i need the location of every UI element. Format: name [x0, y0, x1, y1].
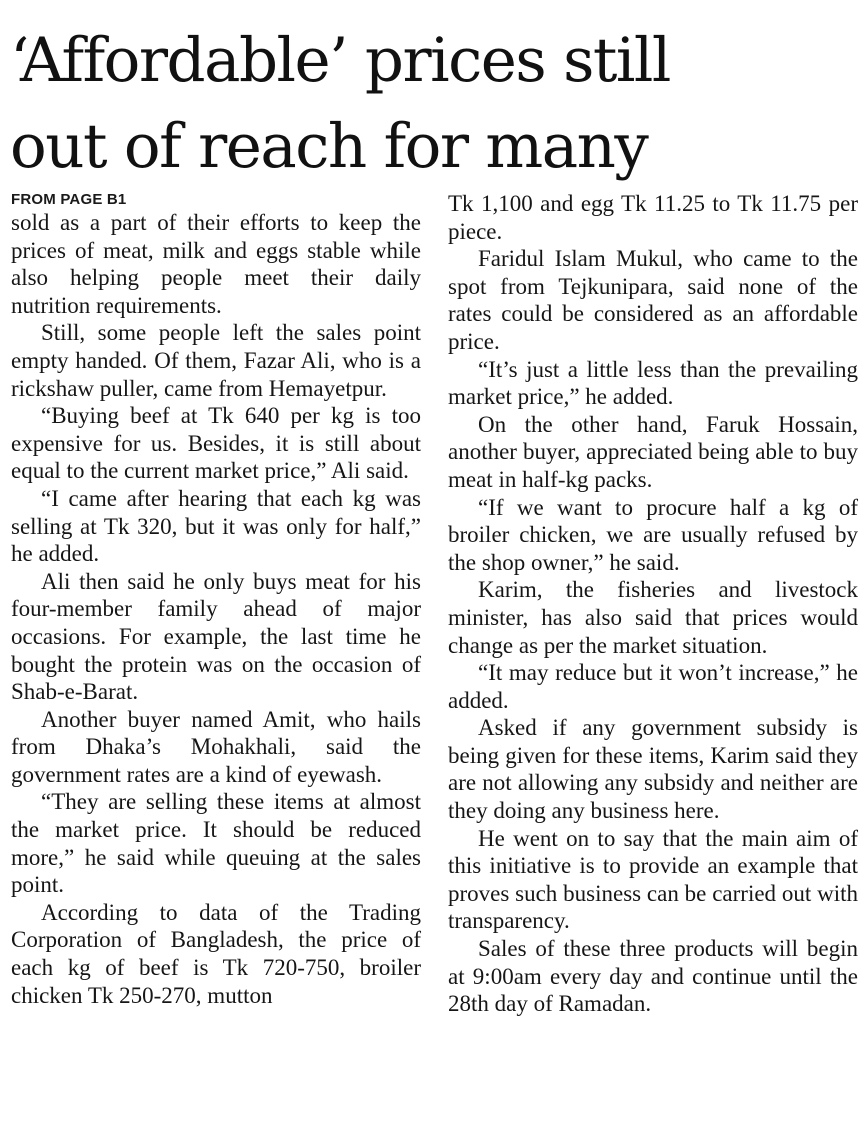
paragraph: “If we want to procure half a kg of broiler chicken, we are usually refused by the shop owner,” he said. [448, 494, 858, 575]
paragraph: “They are selling these items at almost the market price. It should be reduced more,” he said while queuing at the sales point. [11, 789, 421, 898]
paragraph: Ali then said he only buys meat for his four-member family ahead of major occasions. For example, the last time he bought the protein was on the occasion of Shab-e-Barat. [11, 568, 421, 705]
paragraph: Faridul Islam Mukul, who came to the spot from Tejkunipara, said none of the rates could be considered as an affordable price. [448, 246, 858, 354]
paragraph: “It’s just a little less than the prevailing market price,” he added. [448, 356, 858, 410]
paragraph: Karim, the fisheries and livestock minister, has also said that prices would change as per the market situation. [448, 577, 858, 658]
headline [10, 18, 860, 190]
article-column-right [448, 190, 858, 1018]
article-column-left [11, 190, 421, 1009]
paragraph: Another buyer named Amit, who hails from Dhaka’s Mohakhali, said the government rates are a kind of eyewash. [11, 706, 421, 787]
paragraph: According to data of the Trading Corporation of Bangladesh, the price of each kg of beef is Tk 720-750, broiler chicken Tk 250-270, mutton [11, 899, 421, 1008]
headline-line-1: ‘Affordable’ prices still [10, 25, 670, 96]
paragraph: Still, some people left the sales point empty handed. Of them, Fazar Ali, who is a rickshaw puller, came from Hemayetpur. [11, 320, 421, 401]
paragraph: On the other hand, Faruk Hossain, another buyer, appreciated being able to buy meat in half-kg packs. [448, 411, 858, 492]
dateline: FROM PAGE B1 [11, 191, 127, 208]
paragraph: Asked if any government subsidy is being given for these items, Karim said they are not allowing any subsidy and neither are they doing any business here. [448, 715, 858, 824]
paragraph: Tk 1,100 and egg Tk 11.25 to Tk 11.75 per piece. [448, 191, 858, 244]
headline-line-2: out of reach for many [10, 111, 648, 182]
paragraph: “Buying beef at Tk 640 per kg is too expensive for us. Besides, it is still about equal to the current market price,” Ali said. [11, 403, 421, 484]
paragraph: He went on to say that the main aim of this initiative is to provide an example that proves such business can be carried out with transparency. [448, 825, 858, 934]
paragraph: “It may reduce but it won’t increase,” he added. [448, 660, 858, 713]
paragraph: “I came after hearing that each kg was selling at Tk 320, but it was only for half,” he added. [11, 485, 421, 567]
paragraph: sold as a part of their efforts to keep the prices of meat, milk and eggs stable while also helping people meet their daily nutrition requirements. [11, 210, 421, 318]
paragraph: Sales of these three products will begin at 9:00am every day and continue until the 28th day of Ramadan. [448, 936, 858, 1017]
